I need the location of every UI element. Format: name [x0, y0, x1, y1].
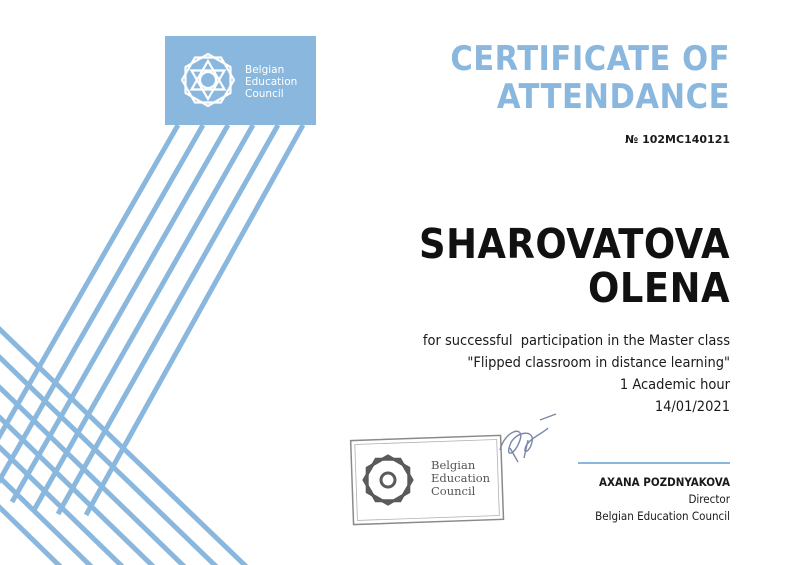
signature-line: [578, 462, 730, 464]
signer-role: Director: [688, 492, 730, 506]
stamp-org-name: [431, 459, 490, 498]
stamp-line-3: Council: [431, 484, 476, 498]
logo-line-2: Education: [245, 76, 298, 88]
logo-line-3: Council: [245, 88, 284, 100]
details-date: 14/01/2021: [654, 399, 730, 415]
stamp-star-emblem-icon: [364, 456, 412, 504]
signer-organization: Belgian Education Council: [595, 509, 730, 523]
signer-name: AXANA POZDNYAKOVA: [598, 475, 730, 489]
details-hours: 1 Academic hour: [619, 377, 730, 393]
details-line-1: for successful participation in the Master class: [422, 333, 730, 349]
recipient-surname: SHAROVATOVA: [419, 220, 730, 268]
title-line-2: ATTENDANCE: [496, 77, 730, 117]
details-course-title: "Flipped classroom in distance learning": [467, 355, 730, 371]
recipient-given-name: OLENA: [588, 264, 730, 312]
logo-line-1: Belgian: [245, 64, 285, 76]
stamp-line-2: Education: [431, 471, 491, 485]
title-line-1: CERTIFICATE OF: [450, 39, 730, 79]
signer-block: [595, 474, 730, 525]
stamp-line-1: Belgian: [431, 458, 476, 472]
certificate-number: № 102MC140121: [625, 133, 730, 146]
signature-graphic: [500, 414, 556, 462]
